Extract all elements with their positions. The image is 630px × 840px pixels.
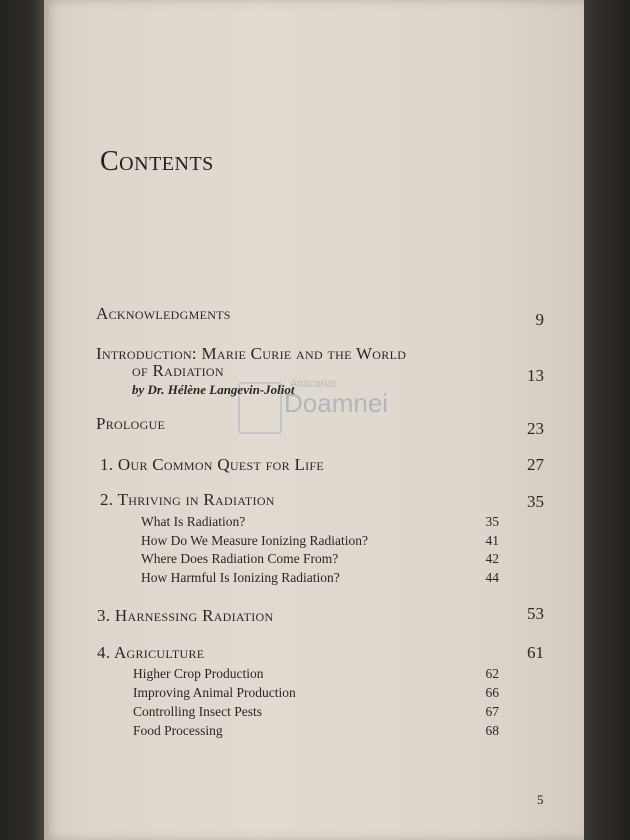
- watermark-small-text: Anticariat: [290, 378, 336, 390]
- toc-entry-introduction-line2: of Radiation: [132, 361, 224, 380]
- toc-page-chapter-3: 53: [527, 604, 544, 623]
- toc-sub-page: 66: [485, 685, 499, 700]
- toc-entry-introduction: Introduction: Marie Curie and the World: [96, 344, 407, 363]
- toc-entry-chapter-2: 2. Thriving in Radiation: [100, 490, 275, 509]
- toc-page-chapter-2: 35: [527, 492, 544, 511]
- toc-sub-page: 44: [485, 570, 499, 585]
- toc-sub-entry: Food Processing: [133, 723, 223, 738]
- page-number: 5: [537, 792, 544, 807]
- toc-page-prologue: 23: [527, 419, 544, 438]
- toc-entry-acknowledgments: Acknowledgments: [96, 304, 231, 323]
- page-title: Contents: [100, 146, 214, 177]
- toc-sub-page: 42: [485, 551, 499, 566]
- toc-sub-page: 68: [485, 723, 499, 738]
- watermark-big-text: Doamnei: [284, 388, 389, 418]
- toc-page-chapter-1: 27: [527, 455, 544, 474]
- book-spine-shadow: [0, 0, 44, 840]
- toc-page-introduction: 13: [527, 366, 544, 385]
- toc-sub-page: 62: [485, 666, 499, 681]
- toc-page-chapter-4: 61: [527, 643, 544, 662]
- toc-entry-chapter-3: 3. Harnessing Radiation: [97, 606, 274, 625]
- toc-sub-entry: How Harmful Is Ionizing Radiation?: [141, 570, 340, 585]
- toc-page-acknowledgments: 9: [535, 310, 544, 329]
- toc-byline: by Dr. Hélène Langevin-Joliot: [132, 382, 295, 397]
- toc-sub-entry: Where Does Radiation Come From?: [141, 551, 339, 566]
- page-edge: [584, 0, 630, 840]
- toc-sub-entry: What Is Radiation?: [141, 514, 246, 529]
- toc-entry-chapter-4: 4. Agriculture: [97, 643, 205, 662]
- toc-entry-chapter-1: 1. Our Common Quest for Life: [100, 455, 325, 474]
- toc-sub-entry: How Do We Measure Ionizing Radiation?: [141, 533, 368, 548]
- toc-sub-page: 67: [485, 704, 499, 719]
- toc-sub-entry: Controlling Insect Pests: [133, 704, 262, 719]
- toc-sub-entry: Improving Animal Production: [133, 685, 296, 700]
- toc-sub-page: 41: [485, 533, 499, 548]
- toc-sub-entry: Higher Crop Production: [133, 666, 264, 681]
- toc-entry-prologue: Prologue: [96, 414, 166, 433]
- toc-sub-page: 35: [485, 514, 499, 529]
